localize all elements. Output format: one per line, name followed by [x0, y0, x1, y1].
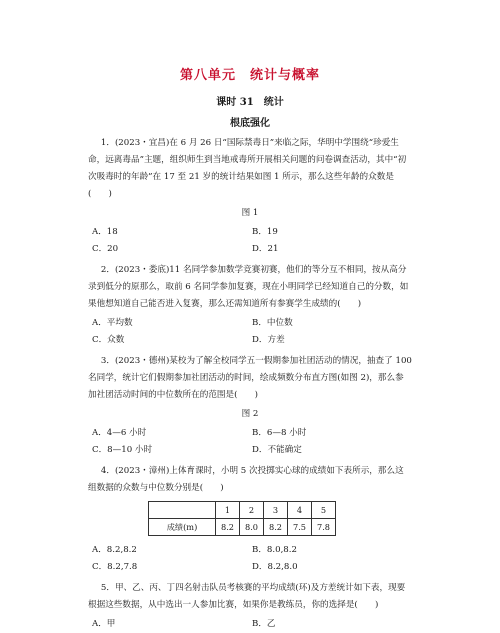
section-title: 根底强化: [230, 118, 270, 129]
question-2-option-b: B．中位数: [252, 318, 293, 328]
question-2-option-a: A．平均数: [92, 318, 133, 328]
score-table-cell: 7.5: [288, 519, 312, 536]
score-table-header-cell: 1: [216, 502, 240, 519]
score-table-cell: 8.2: [264, 519, 288, 536]
question-4-option-d: D．8.2,8.0: [252, 562, 298, 572]
score-table-header-cell: 3: [264, 502, 288, 519]
question-5-option-a: A．甲: [92, 619, 116, 629]
score-table-cell: 8.0: [240, 519, 264, 536]
score-table-corner-cell: [149, 502, 216, 519]
question-3-option-c: C．8—10 小时: [92, 445, 153, 455]
score-table-row: [149, 519, 336, 536]
lesson-title: 课时 31 统计: [216, 97, 284, 108]
score-table-header-cell: 2: [240, 502, 264, 519]
question-4-text: 4．(2023・漳州)上体育课时，小明 5 次投掷实心球的成绩如下表所示，那么这组数据的众数与中位数分别是( ): [88, 466, 404, 493]
question-3-option-a: A．4—6 小时: [92, 428, 147, 438]
score-table-header-cell: 5: [312, 502, 336, 519]
question-5-option-b: B．乙: [252, 619, 276, 629]
score-table: [148, 501, 336, 536]
score-table-row-label: 成绩(m): [149, 519, 216, 536]
question-3-options: [88, 425, 412, 459]
question-1-option-d: D．21: [252, 244, 279, 254]
question-4-option-c: C．8.2,7.8: [92, 562, 138, 572]
unit-title: 第八单元 统计与概率: [179, 68, 320, 83]
question-2-option-d: D．方差: [252, 335, 285, 345]
question-4-options: [88, 542, 412, 576]
question-4-option-a: A．8.2,8.2: [92, 545, 137, 555]
question-4-option-b: B．8.0,8.2: [252, 545, 297, 555]
score-table-cell: 7.8: [312, 519, 336, 536]
question-1-option-a: A．18: [92, 227, 118, 237]
question-1-text: 1．(2023・宜昌)在 6 月 26 日“国际禁毒日”来临之际，华明中学围绕“珍爱生命，远离毒品”主题，组织师生到当地戒毒所开展相关问题的问卷调查活动，其中“初次吸毒时的年龄”在 17 至 21 岁的统计结果如图 1 所示，那么这些年龄的众数是( ): [88, 138, 407, 199]
question-3-text: 3．(2023・德州)某校为了解全校同学五一假期参加社团活动的情况，抽查了 100 名同学，统计它们假期参加社团活动的时间，绘成频数分布直方图(如图 2)，那么参加社团活动时间的中位数所在的范围是( ): [88, 356, 412, 400]
question-1-option-c: C．20: [92, 244, 119, 254]
question-2-text: 2．(2023・娄底)11 名同学参加数学竞赛初赛，他们的等分互不相同，按从高分录到低分的原那么，取前 6 名同学参加复赛，现在小明同学已经知道自己的分数，如果他想知道自己能否进入复赛，那么还需知道所有参赛学生成绩的( ): [88, 265, 409, 309]
question-3-figure-label: 图 2: [241, 409, 259, 419]
question-1-option-b: B．19: [252, 227, 278, 237]
question-2-options: [88, 315, 412, 349]
question-5-text: 5．甲、乙、丙、丁四名射击队员考核赛的平均成绩(环)及方差统计如下表，现要根据这些数据，从中选出一人参加比赛，如果你是教练员，你的选择是( ): [88, 583, 406, 610]
question-3-option-d: D．不能确定: [252, 445, 302, 455]
question-2-option-c: C．众数: [92, 335, 125, 345]
question-1-options: [88, 224, 412, 258]
question-5-options: [88, 616, 412, 633]
question-3-option-b: B．6—8 小时: [252, 428, 307, 438]
score-table-header-row: [149, 502, 336, 519]
score-table-cell: 8.2: [216, 519, 240, 536]
score-table-header-cell: 4: [288, 502, 312, 519]
question-1-figure-label: 图 1: [241, 208, 259, 218]
